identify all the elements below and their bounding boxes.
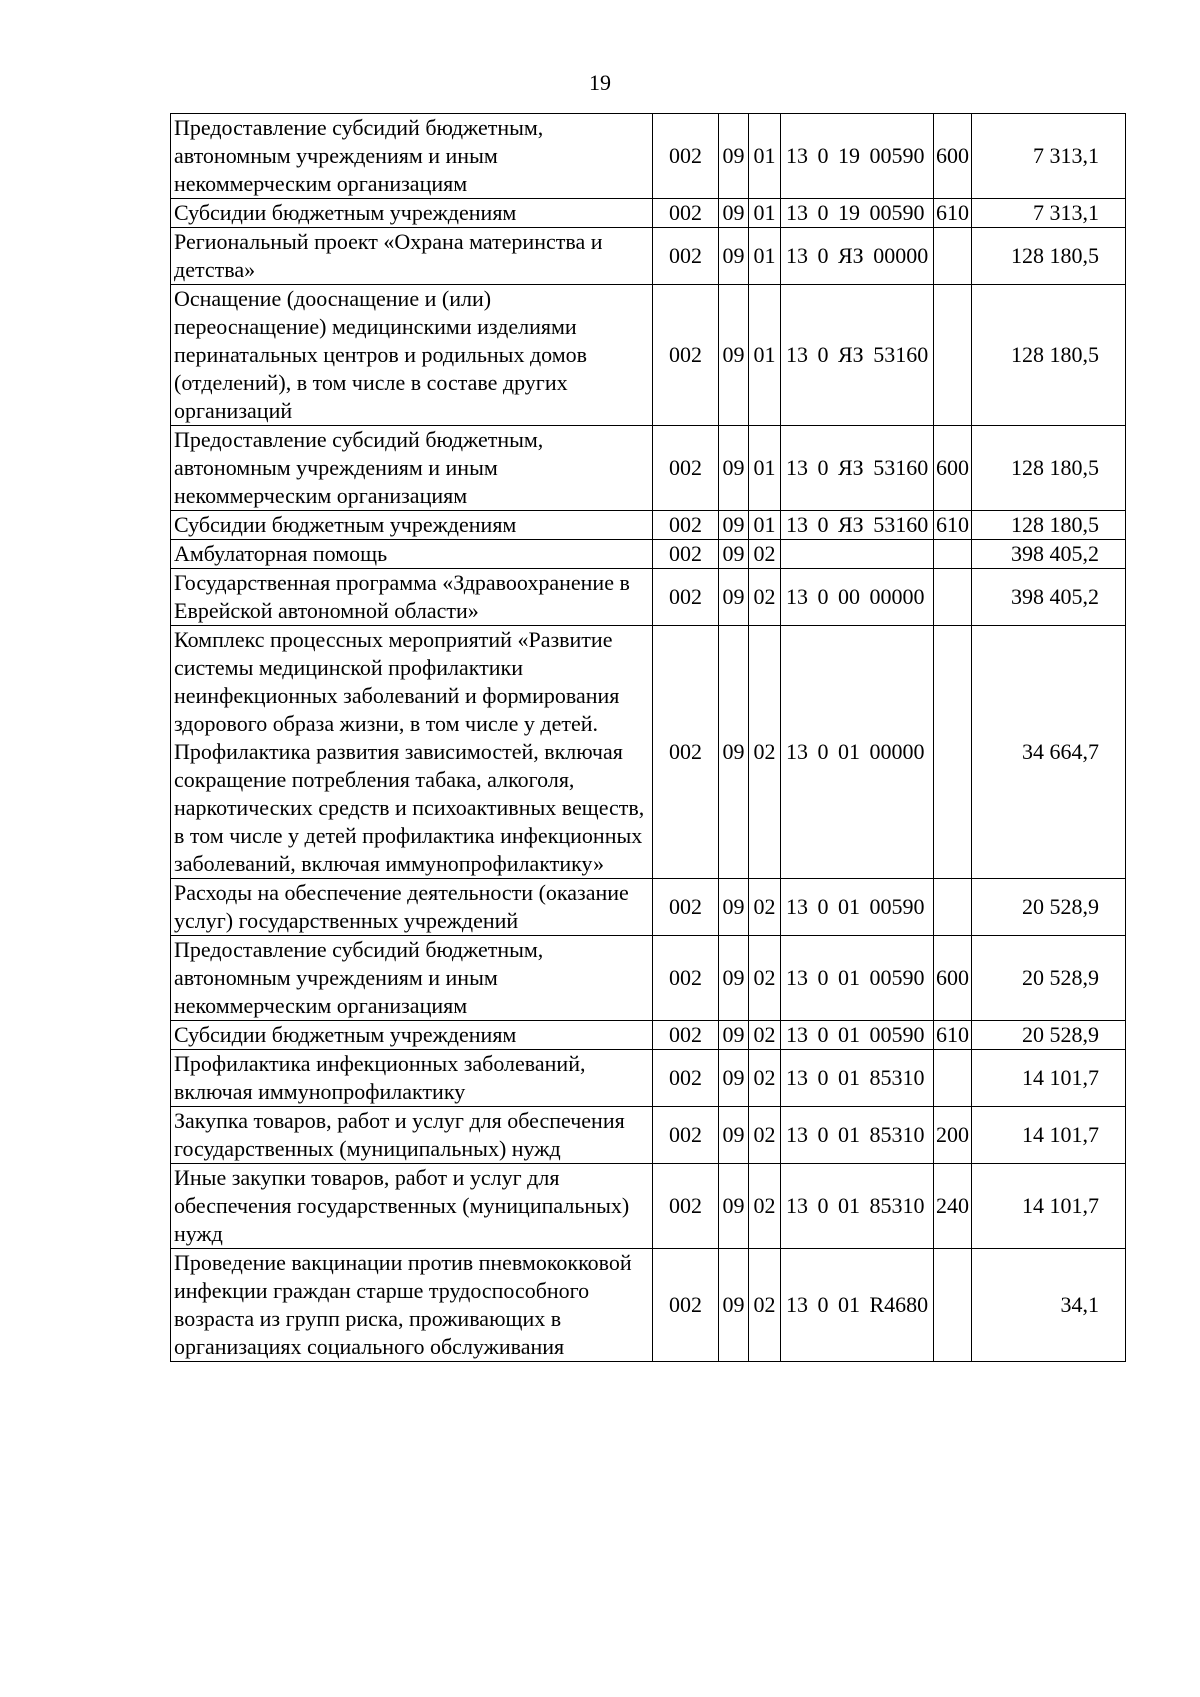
- section-code-cell: 09: [719, 228, 749, 285]
- target-article-cell: 13 0 01 85310: [781, 1107, 934, 1164]
- table-row: [171, 228, 1126, 285]
- subsection-code-cell: 02: [749, 936, 781, 1021]
- subsection-code-cell: 02: [749, 626, 781, 879]
- grbs-code-cell: 002: [653, 626, 719, 879]
- expense-name-cell: Расходы на обеспечение деятельности (оказание услуг) государственных учреждений: [171, 879, 653, 936]
- expense-type-cell: 610: [934, 1021, 972, 1050]
- target-article-cell: 13 0 ЯЗ 53160: [781, 511, 934, 540]
- expense-name-cell: Предоставление субсидий бюджетным, автономным учреждениям и иным некоммерческим организациям: [171, 426, 653, 511]
- section-code-cell: 09: [719, 1164, 749, 1249]
- section-code-cell: 09: [719, 569, 749, 626]
- amount-cell: 398 405,2: [972, 540, 1126, 569]
- grbs-code-cell: 002: [653, 1164, 719, 1249]
- table-row: [171, 936, 1126, 1021]
- expense-name-cell: Комплекс процессных мероприятий «Развитие системы медицинской профилактики неинфекционных заболеваний и формирования здорового образа жизни, в том числе у детей. Профилактика развития зависимостей, включая сокращение потребления табака, алкоголя, наркотических средств и психоактивных веществ, в том числе у детей профилактика инфекционных заболеваний, включая иммунопрофилактику»: [171, 626, 653, 879]
- grbs-code-cell: 002: [653, 285, 719, 426]
- table-row: [171, 1021, 1126, 1050]
- amount-cell: 7 313,1: [972, 114, 1126, 199]
- amount-cell: 14 101,7: [972, 1107, 1126, 1164]
- expense-type-cell: 200: [934, 1107, 972, 1164]
- table-row: [171, 511, 1126, 540]
- amount-cell: 14 101,7: [972, 1050, 1126, 1107]
- amount-cell: 34 664,7: [972, 626, 1126, 879]
- target-article-cell: 13 0 19 00590: [781, 199, 934, 228]
- section-code-cell: 09: [719, 114, 749, 199]
- section-code-cell: 09: [719, 540, 749, 569]
- expense-name-cell: Проведение вакцинации против пневмококковой инфекции граждан старше трудоспособного возраста из групп риска, проживающих в организациях социального обслуживания: [171, 1249, 653, 1362]
- target-article-cell: 13 0 ЯЗ 53160: [781, 426, 934, 511]
- expense-type-cell: [934, 879, 972, 936]
- table-row: [171, 569, 1126, 626]
- expense-name-cell: Субсидии бюджетным учреждениям: [171, 199, 653, 228]
- section-code-cell: 09: [719, 626, 749, 879]
- expense-type-cell: [934, 285, 972, 426]
- table-row: [171, 540, 1126, 569]
- subsection-code-cell: 01: [749, 199, 781, 228]
- subsection-code-cell: 01: [749, 511, 781, 540]
- table-row: [171, 626, 1126, 879]
- grbs-code-cell: 002: [653, 1050, 719, 1107]
- expense-type-cell: 600: [934, 114, 972, 199]
- section-code-cell: 09: [719, 936, 749, 1021]
- grbs-code-cell: 002: [653, 1107, 719, 1164]
- section-code-cell: 09: [719, 1021, 749, 1050]
- expense-name-cell: Профилактика инфекционных заболеваний, включая иммунопрофилактику: [171, 1050, 653, 1107]
- amount-cell: 128 180,5: [972, 511, 1126, 540]
- table-row: [171, 426, 1126, 511]
- amount-cell: 20 528,9: [972, 879, 1126, 936]
- section-code-cell: 09: [719, 1249, 749, 1362]
- subsection-code-cell: 01: [749, 285, 781, 426]
- table-row: [171, 285, 1126, 426]
- expense-type-cell: 610: [934, 199, 972, 228]
- target-article-cell: [781, 540, 934, 569]
- amount-cell: 398 405,2: [972, 569, 1126, 626]
- grbs-code-cell: 002: [653, 1249, 719, 1362]
- expense-name-cell: Иные закупки товаров, работ и услуг для обеспечения государственных (муниципальных) нужд: [171, 1164, 653, 1249]
- section-code-cell: 09: [719, 199, 749, 228]
- table-row: [171, 114, 1126, 199]
- page-number: 19: [589, 70, 611, 95]
- expense-name-cell: Государственная программа «Здравоохранение в Еврейской автономной области»: [171, 569, 653, 626]
- expense-name-cell: Субсидии бюджетным учреждениям: [171, 1021, 653, 1050]
- section-code-cell: 09: [719, 285, 749, 426]
- expense-type-cell: 610: [934, 511, 972, 540]
- table-row: [171, 879, 1126, 936]
- amount-cell: 34,1: [972, 1249, 1126, 1362]
- target-article-cell: 13 0 19 00590: [781, 114, 934, 199]
- target-article-cell: 13 0 01 85310: [781, 1164, 934, 1249]
- target-article-cell: 13 0 00 00000: [781, 569, 934, 626]
- subsection-code-cell: 02: [749, 1107, 781, 1164]
- grbs-code-cell: 002: [653, 199, 719, 228]
- amount-cell: 128 180,5: [972, 228, 1126, 285]
- grbs-code-cell: 002: [653, 1021, 719, 1050]
- amount-cell: 20 528,9: [972, 1021, 1126, 1050]
- table-row: [171, 1107, 1126, 1164]
- expense-type-cell: [934, 540, 972, 569]
- target-article-cell: 13 0 ЯЗ 53160: [781, 285, 934, 426]
- section-code-cell: 09: [719, 879, 749, 936]
- target-article-cell: 13 0 01 00590: [781, 1021, 934, 1050]
- amount-cell: 20 528,9: [972, 936, 1126, 1021]
- grbs-code-cell: 002: [653, 879, 719, 936]
- section-code-cell: 09: [719, 1050, 749, 1107]
- subsection-code-cell: 01: [749, 426, 781, 511]
- subsection-code-cell: 02: [749, 1021, 781, 1050]
- subsection-code-cell: 02: [749, 1164, 781, 1249]
- amount-cell: 7 313,1: [972, 199, 1126, 228]
- amount-cell: 128 180,5: [972, 426, 1126, 511]
- grbs-code-cell: 002: [653, 114, 719, 199]
- amount-cell: 128 180,5: [972, 285, 1126, 426]
- expense-name-cell: Предоставление субсидий бюджетным, автономным учреждениям и иным некоммерческим организациям: [171, 114, 653, 199]
- grbs-code-cell: 002: [653, 936, 719, 1021]
- expense-name-cell: Закупка товаров, работ и услуг для обеспечения государственных (муниципальных) нужд: [171, 1107, 653, 1164]
- target-article-cell: 13 0 01 00590: [781, 936, 934, 1021]
- grbs-code-cell: 002: [653, 511, 719, 540]
- subsection-code-cell: 02: [749, 1050, 781, 1107]
- expense-name-cell: Амбулаторная помощь: [171, 540, 653, 569]
- expense-type-cell: [934, 626, 972, 879]
- expense-name-cell: Субсидии бюджетным учреждениям: [171, 511, 653, 540]
- table-row: [171, 199, 1126, 228]
- expense-name-cell: Региональный проект «Охрана материнства и детства»: [171, 228, 653, 285]
- expense-type-cell: [934, 569, 972, 626]
- expense-type-cell: 600: [934, 426, 972, 511]
- budget-table-body: [171, 114, 1126, 1362]
- expense-type-cell: [934, 1249, 972, 1362]
- grbs-code-cell: 002: [653, 540, 719, 569]
- expense-type-cell: 600: [934, 936, 972, 1021]
- expense-type-cell: [934, 228, 972, 285]
- subsection-code-cell: 01: [749, 228, 781, 285]
- section-code-cell: 09: [719, 1107, 749, 1164]
- table-row: [171, 1164, 1126, 1249]
- grbs-code-cell: 002: [653, 228, 719, 285]
- subsection-code-cell: 02: [749, 569, 781, 626]
- table-row: [171, 1249, 1126, 1362]
- expense-name-cell: Оснащение (дооснащение и (или) переоснащение) медицинскими изделиями перинатальных центров и родильных домов (отделений), в том числе в составе других организаций: [171, 285, 653, 426]
- target-article-cell: 13 0 01 R4680: [781, 1249, 934, 1362]
- target-article-cell: 13 0 01 85310: [781, 1050, 934, 1107]
- target-article-cell: 13 0 ЯЗ 00000: [781, 228, 934, 285]
- subsection-code-cell: 02: [749, 540, 781, 569]
- subsection-code-cell: 01: [749, 114, 781, 199]
- target-article-cell: 13 0 01 00590: [781, 879, 934, 936]
- amount-cell: 14 101,7: [972, 1164, 1126, 1249]
- subsection-code-cell: 02: [749, 1249, 781, 1362]
- section-code-cell: 09: [719, 426, 749, 511]
- expense-type-cell: 240: [934, 1164, 972, 1249]
- budget-table: [170, 113, 1126, 1362]
- subsection-code-cell: 02: [749, 879, 781, 936]
- section-code-cell: 09: [719, 511, 749, 540]
- grbs-code-cell: 002: [653, 569, 719, 626]
- target-article-cell: 13 0 01 00000: [781, 626, 934, 879]
- table-row: [171, 1050, 1126, 1107]
- expense-name-cell: Предоставление субсидий бюджетным, автономным учреждениям и иным некоммерческим организациям: [171, 936, 653, 1021]
- grbs-code-cell: 002: [653, 426, 719, 511]
- expense-type-cell: [934, 1050, 972, 1107]
